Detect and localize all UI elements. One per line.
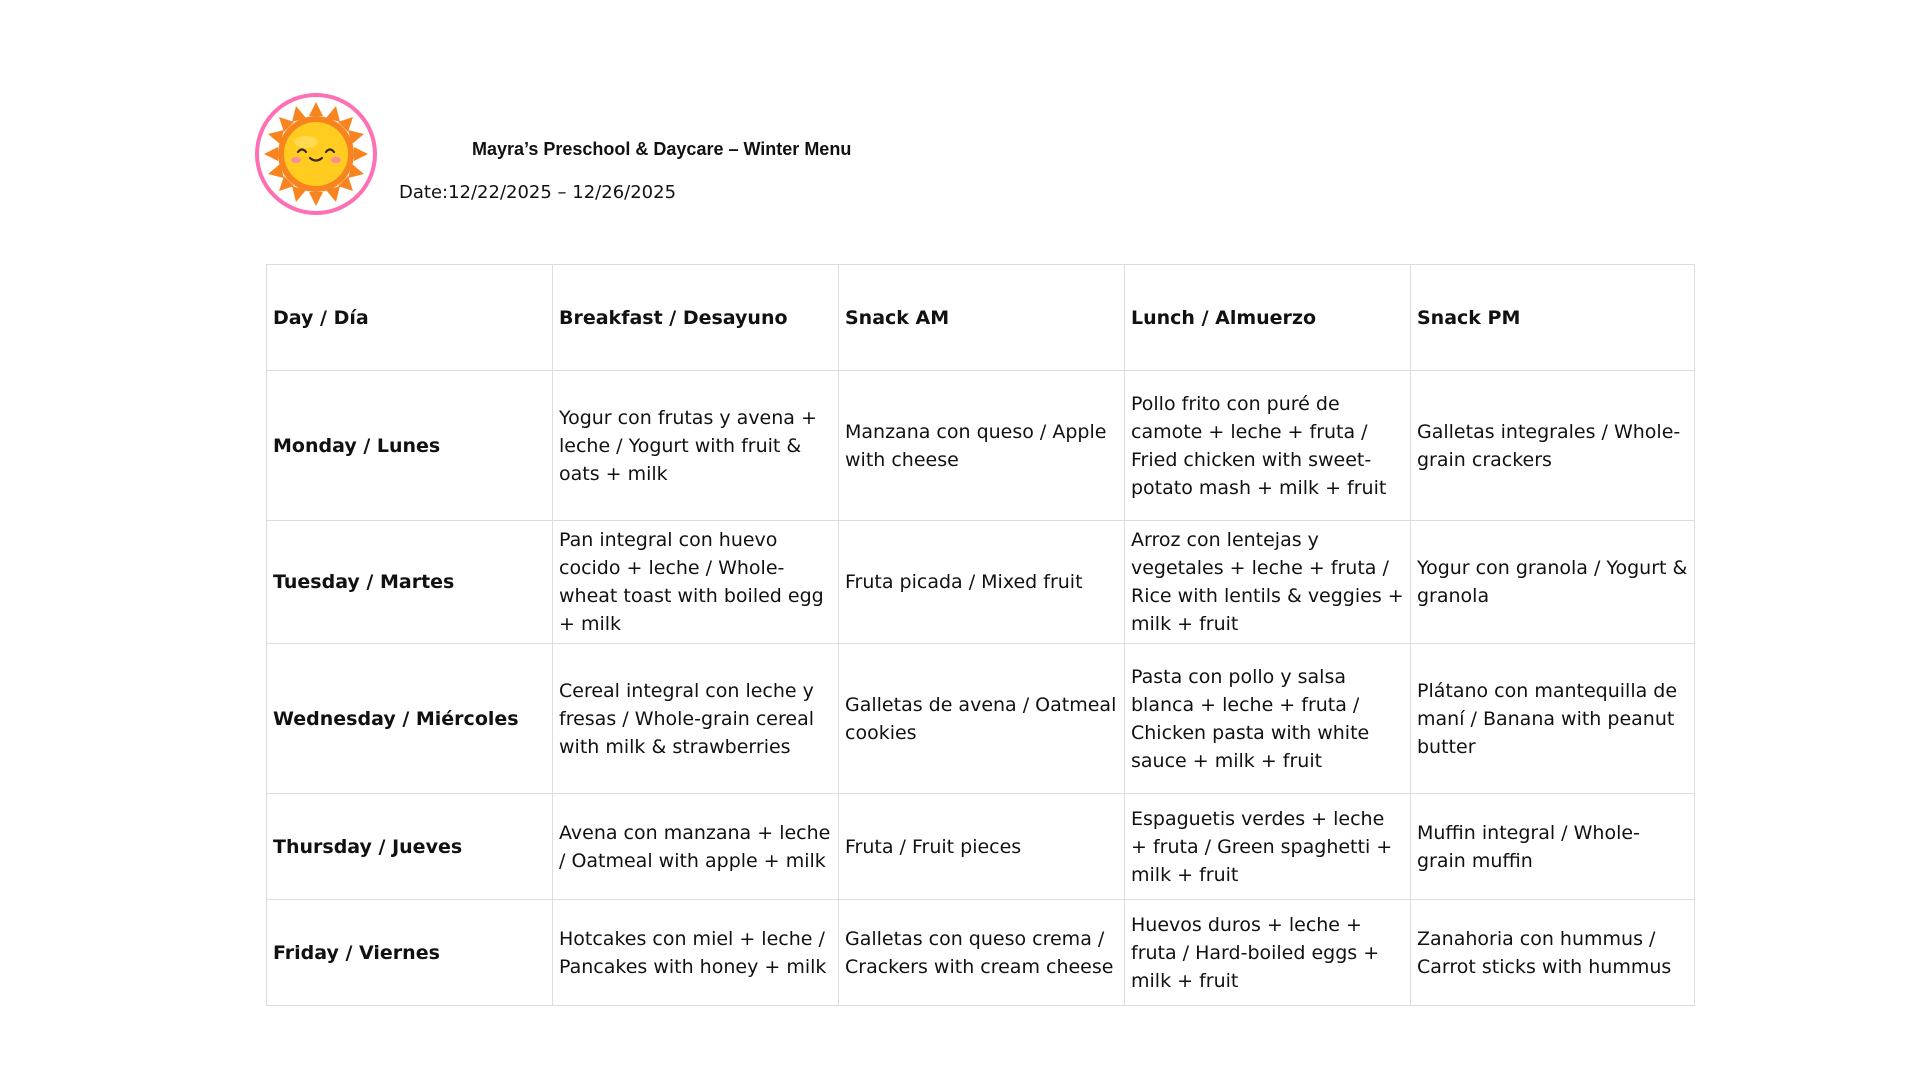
lunch-cell: Arroz con lentejas y vegetales + leche + fruta / Rice with lentils & veggies + milk + fruit (1125, 521, 1411, 644)
menu-table (266, 264, 1695, 1006)
day-cell: Tuesday / Martes (267, 521, 553, 644)
breakfast-cell: Yogur con frutas y avena + leche / Yogurt with fruit & oats + milk (553, 371, 839, 521)
snack-pm-cell: Yogur con granola / Yogurt & granola (1411, 521, 1695, 644)
lunch-cell: Pollo frito con puré de camote + leche + fruta / Fried chicken with sweet-potato mash + milk + fruit (1125, 371, 1411, 521)
smiling-sun-icon (254, 92, 378, 216)
day-cell: Monday / Lunes (267, 371, 553, 521)
breakfast-cell: Pan integral con huevo cocido + leche / Whole-wheat toast with boiled egg + milk (553, 521, 839, 644)
snack-am-cell: Manzana con queso / Apple with cheese (839, 371, 1125, 521)
breakfast-cell: Hotcakes con miel + leche / Pancakes with honey + milk (553, 900, 839, 1006)
column-header-breakfast: Breakfast / Desayuno (553, 265, 839, 371)
snack-am-cell: Galletas con queso crema / Crackers with cream cheese (839, 900, 1125, 1006)
snack-am-cell: Galletas de avena / Oatmeal cookies (839, 644, 1125, 794)
table-row (267, 371, 1695, 521)
day-cell: Thursday / Jueves (267, 794, 553, 900)
snack-pm-cell: Plátano con mantequilla de maní / Banana with peanut butter (1411, 644, 1695, 794)
table-row (267, 900, 1695, 1006)
page-title: Mayra’s Preschool & Daycare – Winter Menu (472, 139, 852, 159)
table-row (267, 644, 1695, 794)
column-header-lunch: Lunch / Almuerzo (1125, 265, 1411, 371)
snack-pm-cell: Galletas integrales / Whole-grain crackers (1411, 371, 1695, 521)
day-cell: Wednesday / Miércoles (267, 644, 553, 794)
breakfast-cell: Avena con manzana + leche / Oatmeal with apple + milk (553, 794, 839, 900)
snack-am-cell: Fruta / Fruit pieces (839, 794, 1125, 900)
snack-pm-cell: Muffin integral / Whole-grain muffin (1411, 794, 1695, 900)
lunch-cell: Espaguetis verdes + leche + fruta / Green spaghetti + milk + fruit (1125, 794, 1411, 900)
breakfast-cell: Cereal integral con leche y fresas / Whole-grain cereal with milk & strawberries (553, 644, 839, 794)
lunch-cell: Huevos duros + leche + fruta / Hard-boiled eggs + milk + fruit (1125, 900, 1411, 1006)
snack-pm-cell: Zanahoria con hummus / Carrot sticks with hummus (1411, 900, 1695, 1006)
table-row (267, 794, 1695, 900)
snack-am-cell: Fruta picada / Mixed fruit (839, 521, 1125, 644)
header-row (267, 265, 1695, 371)
table-row (267, 521, 1695, 644)
column-header-day: Day / Día (267, 265, 553, 371)
date-range: Date:12/22/2025 – 12/26/2025 (399, 182, 677, 203)
lunch-cell: Pasta con pollo y salsa blanca + leche + fruta / Chicken pasta with white sauce + milk + fruit (1125, 644, 1411, 794)
column-header-snack-pm: Snack PM (1411, 265, 1695, 371)
column-header-snack-am: Snack AM (839, 265, 1125, 371)
day-cell: Friday / Viernes (267, 900, 553, 1006)
